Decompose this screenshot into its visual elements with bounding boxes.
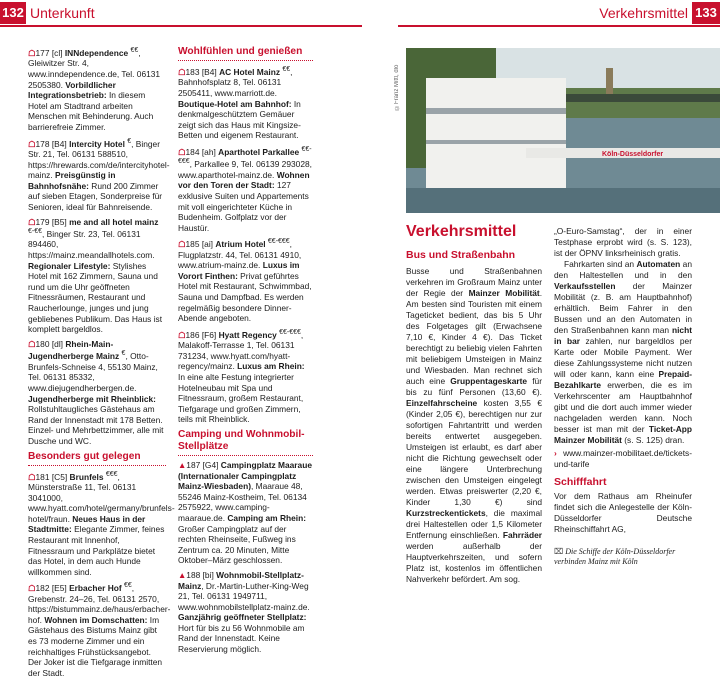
hotel-description: Privat geführtes Hotel mit Restaurant, Schwimmbad, Sauna und Dampfbad. Es werden regelmäßig besondere Dinner-Abende angeboten.	[178, 270, 312, 324]
entry-number: 184	[185, 146, 200, 157]
entry-number: 183	[185, 66, 200, 77]
camping-icon: ▲	[178, 459, 187, 470]
camping-highlight: Camping am Rhein:	[227, 512, 306, 523]
price-class: €-€€	[28, 228, 42, 236]
section-heading-camping: Camping und Wohnmobil-Stellplätze	[178, 429, 313, 456]
hotel-highlight: Luxus am Rhein:	[237, 361, 305, 372]
entry-number: 188	[186, 569, 201, 580]
link-text[interactable]: www.mainzer-mobilitaet.de/tickets-und-tarife	[554, 448, 692, 469]
hotel-name: Intercity Hotel	[69, 138, 125, 149]
hotel-entry-182	[28, 581, 171, 678]
hotel-name: me and all hotel mainz	[69, 216, 159, 227]
bus-paragraph	[406, 266, 542, 585]
map-code: [cl]	[51, 47, 63, 58]
map-code: [ai]	[201, 239, 214, 250]
entry-number: 179	[35, 216, 50, 227]
subsection-bus-tram: Bus und Straßenbahn	[406, 249, 516, 261]
text-run: Fahrkarten sind an	[564, 259, 637, 269]
hotel-entry-183	[178, 65, 313, 141]
text-run: Mainzer Mobilität	[468, 288, 540, 298]
hotel-highlight: Vorbildlicher Integrationsbetrieb:	[28, 79, 116, 101]
hotel-entry-186	[178, 328, 313, 425]
left-running-title: Unterkunft	[30, 5, 95, 21]
text-run: zahlen, nur bargeldlos per Karte oder Mobile Payment. Wer diese Zahlungssysteme nicht nutzen will oder kann, kann eine	[554, 336, 692, 379]
text-run: Kurzstreckentickets	[406, 508, 486, 518]
left-header-rule	[0, 25, 362, 27]
photo-credit: ©Franz Mittl, dlo	[394, 64, 400, 110]
hotel-address: , Gleiwitzer Str. 4, www.inndependence.de, Tel. 06131 2505380.	[28, 47, 161, 90]
hotel-entry-185	[178, 237, 313, 324]
hotel-entry-177	[28, 46, 166, 133]
text-run: werden außerhalb der Hauptverkehrszeiten, und sofern Platz ist, kostenlos im öffentlichen Nahverkehr befördert. Am sog.	[406, 541, 542, 584]
hotel-address: , Flugplatzstr. 44, Tel. 06131 4910, www.atrium-mainz.de.	[178, 239, 302, 271]
hotel-description: 127 exklusive Suiten und Appartements mit voll eingerichteter Küche in Budenheim. Golfplatz vor der Haustür.	[178, 180, 309, 233]
entry-number: 186	[185, 329, 200, 340]
camping-name: Wohnmobil-Stellplatz-Mainz	[178, 569, 304, 591]
text-run: erwerben, die es im Verkehrscenter am Hauptbahnhof gibt und die dort auch immer wieder nachgeladen werden kann. Noch besser ist man mit der	[554, 380, 692, 434]
hotel-address: , Malakoff-Terrasse 1, Tel. 06131 731234, www.hyatt.com/hyatt-regency/mainz.	[178, 329, 304, 372]
price-class: €	[127, 137, 132, 145]
camping-entry-187	[178, 460, 313, 566]
subsection-shipping: Schifffahrt	[554, 476, 607, 488]
hotel-entry-180	[28, 339, 166, 447]
tickets-link[interactable]	[554, 448, 692, 470]
camping-address: , Dr.-Martin-Luther-King-Weg 21, Tel. 06131 1949711, www.wohnmobilstellplatz-mainz.de.	[178, 580, 310, 612]
hotel-highlight: Jugendherberge mit Rheinblick:	[28, 393, 156, 404]
hotel-description: In diesem Hotel am Stadtrand arbeiten Menschen mit Behinderung. Auch barrierefreie Zimmer.	[28, 90, 154, 132]
camping-description: Großer Campingplatz auf der rechten Rheinseite, Fußweg ins Zentrum ca. 20 Minuten, Mitte Oktober–März geschlossen.	[178, 523, 296, 566]
hotel-description: Rund 200 Zimmer auf sieben Etagen, Sonderpreise für Senioren, ideal für Bahnreisende.	[28, 180, 163, 212]
left-page-number: 132	[0, 2, 26, 24]
bed-icon: ☖	[28, 216, 36, 227]
automaten-text	[554, 259, 692, 446]
hotel-name: Erbacher Hof	[69, 583, 122, 594]
text-run: an den Haltestellen und in den	[554, 259, 692, 280]
map-code: [B4]	[201, 66, 217, 77]
ship-photo	[406, 48, 720, 213]
text-run: für bis zu fünf Personen (13,60 €).	[406, 376, 542, 397]
hotel-name: AC Hotel Mainz	[219, 66, 281, 77]
rhine-ship-illustration	[406, 48, 720, 213]
map-code: [F6]	[201, 329, 217, 340]
hotel-entry-184	[178, 145, 313, 233]
price-class: €€-€€€	[267, 238, 290, 246]
price-class: €€-€€€	[178, 145, 312, 166]
hotel-description: In denkmalgeschütztem Gemäuer zeigt sich das Haus mit Kingsize-Betten und eigenem Restaurant.	[178, 98, 301, 141]
ship-banner: Köln-Düsseldorfer	[602, 151, 664, 158]
text-run: Fahrräder	[502, 530, 542, 540]
camping-address: , Maaraue 48, 55246 Mainz-Kostheim, Tel. 06134 2575922, www.camping-maaraue.de.	[178, 481, 307, 523]
hotel-highlight: Luxus im Vorort Finthen:	[178, 260, 300, 281]
bed-icon: ☖	[28, 338, 36, 349]
hotel-address: , Parkallee 9, Tel. 06139 293028, www.aparthotel-mainz.de.	[178, 159, 312, 180]
hotel-description: Stylishes Hotel mit 162 Zimmern, Sauna und rund um die Uhr geöffneten Fitnessräumen, Restaurant und Raucherlounge, junges und jung gebliebenes Publikum. Das Haus ist komplett bargeldlos.	[28, 260, 163, 335]
text-run: (s. S. 125) dran.	[621, 435, 685, 445]
hotel-address: , Binger Str. 21, Tel. 06131 588510, https://hrewards.com/de/intercityhotel-mainz.	[28, 138, 170, 181]
bed-icon: ☖	[28, 583, 36, 594]
map-code: [ah]	[201, 146, 216, 157]
photo-caption	[554, 547, 702, 567]
hotel-address: , Binger Str. 23, Tel. 06131 894460, https://mainz.meandallhotels.com.	[28, 228, 155, 261]
section-title-transport: Verkehrsmittel	[406, 223, 517, 240]
hotel-highlight: Wohnen im Domschatten:	[44, 614, 148, 625]
hotel-entry-178	[28, 137, 170, 213]
text-run: Busse und Straßenbahnen verkehren im Großraum Mainz unter der Regie der	[406, 266, 542, 298]
hotel-name: Aparthotel Parkallee	[218, 146, 300, 157]
map-code: [B5]	[51, 216, 67, 227]
price-class: €€	[123, 582, 132, 590]
entry-number: 182	[35, 583, 50, 594]
text-run: . Am besten sind Touristen mit einem Tageticket bedient, das bis 5 Uhr des Folgetages gilt (Erwachsene 7,10 €, Kinder 4 €). Das Ticket berechtigt zu beliebig vielen Fahrten mit beliebigem Umsteigen in Mainz und Wiesbaden. Man rechnet sich auch eine	[406, 288, 543, 386]
camping-icon: ▲	[178, 569, 187, 580]
entry-number: 185	[185, 239, 200, 250]
map-code: [E5]	[51, 583, 67, 594]
camping-name: Campingplatz Maaraue (Internationaler Campingplatz Mainz-Wiesbaden)	[178, 459, 312, 492]
section-heading-wellness: Wohlfühlen und genießen	[178, 46, 313, 61]
hotel-name: Rhein-Main-Jugendherberge Mainz	[28, 338, 120, 362]
map-code: [G4]	[202, 459, 219, 470]
hotel-address: , Otto-Brunfels-Schneise 4, 55130 Mainz, Tel. 06131 85332, www.diejugendherbergen.de.	[28, 351, 158, 393]
bed-icon: ☖	[178, 66, 186, 77]
hotel-description: Rollstuhltaugliches Gästehaus am Rand der Innenstadt mit 178 Betten. Einzel- und Mehrbettzimmer, alle mit Dusche und WC.	[28, 404, 164, 446]
price-class: €	[121, 350, 126, 358]
hotel-name: Atrium Hotel	[215, 239, 266, 250]
right-page-number: 133	[692, 2, 720, 24]
text-run: nicht in bar	[554, 325, 692, 346]
entry-number: 177	[35, 47, 50, 58]
section-heading-central: Besonders gut gelegen	[28, 451, 166, 466]
bed-icon: ☖	[178, 329, 186, 340]
map-code: [C5]	[51, 471, 68, 482]
accommodation-column-2	[178, 46, 313, 659]
bed-icon: ☖	[28, 138, 36, 149]
text-run: Einzelfahrscheine	[406, 398, 478, 408]
map-code: [bi]	[202, 569, 214, 580]
bed-icon: ☖	[28, 47, 36, 58]
text-run: der Mainzer Mobilität (z. B. am Hauptbahnhof) erhältlich. Beim Fahrer in den Bussen und an den Automaten in den Straßenbahnen kann man	[554, 281, 692, 335]
hotel-highlight: Preisgünstig in Bahnhofsnähe:	[28, 170, 116, 191]
text-run: Gruppentageskarte	[450, 376, 528, 386]
shipping-paragraph: Vor dem Rathaus am Rheinufer findet sich die Anlegestelle der Köln-Düsseldorfer Deutsche Rheinschiffahrt AG,	[554, 491, 692, 534]
caption-text: Die Schiffe der Köln-Düsseldorfer verbinden Mainz mit Köln	[554, 547, 676, 566]
entry-number: 181	[35, 471, 50, 482]
hotel-name: Hyatt Regency	[218, 329, 277, 340]
price-class: €€-€€€	[279, 328, 301, 336]
price-class: €€€	[105, 470, 118, 478]
entry-number: 187	[186, 459, 201, 470]
tickets-paragraph	[554, 226, 692, 535]
map-code: [dl]	[51, 338, 64, 349]
hotel-entry-181	[28, 470, 175, 578]
hotel-highlight: Boutique-Hotel am Bahnhof:	[178, 98, 292, 109]
hotel-address: , Bahnhofsplatz 8, Tel. 06131 2505411, www.marriott.de.	[178, 66, 293, 98]
text-run: Prepaid-Bezahlkarte	[554, 369, 692, 390]
hotel-name: Brunfels	[69, 471, 104, 482]
camping-description: Hort für bis zu 56 Wohnmobile am Rand der Innenstadt. Keine Reservierung möglich.	[178, 622, 305, 655]
right-header-rule	[398, 25, 720, 27]
entry-number: 180	[35, 338, 50, 349]
entry-number: 178	[35, 138, 50, 149]
camping-entry-188	[178, 570, 313, 655]
camera-icon: ⌧	[554, 547, 564, 556]
text-run: , die maximal drei Haltestellen oder 1,5 Kilometer Entfernung einschließen.	[406, 508, 542, 540]
hotel-address: , Grebenstr. 24–26, Tel. 06131 2570, https://bistummainz.de/haus/erbacher-hof.	[28, 583, 171, 625]
hotel-highlight: Neues Haus in der Stadtmitte:	[28, 513, 146, 535]
right-running-title: Verkehrsmittel	[599, 5, 688, 21]
price-class: €€	[130, 47, 139, 54]
text-run: kosten 3,55 € (Kinder 2,05 €), berechtigen nur zur sofortigen Fahrtantritt und werden bereits entwertet ausgegeben. Umsteigen ist erlaubt, es darf aber nicht die Richtung gewechselt oder eine längere Unterbrechung zwischen den Umsteigen eingelegt werden. Etwas preiswerter (2,20 €, Kinder 1,30 €) sind	[406, 398, 542, 507]
camping-highlight: Ganzjährig geöffneter Stellplatz:	[178, 612, 307, 623]
price-class: €€	[282, 66, 291, 73]
text-run: Verkaufsstellen	[554, 281, 616, 291]
hotel-name: INNdependence	[64, 47, 129, 58]
bed-icon: ☖	[28, 471, 36, 482]
euro-saturday-text: „O-Euro-Samstag“, der in einer Testphase erprobt wird (s. S. 123), ist der ÖPNV linksrheinisch gratis.	[554, 226, 692, 258]
accommodation-column-1	[28, 46, 175, 682]
text-run: Automaten	[636, 259, 681, 269]
hotel-description: In eine alte Festung integrierter Hotelneubau mit Spa und Fitnessraum, großem Restaurant, Tiefgarage und großen Zimmern, teils mit Rheinblick.	[178, 372, 304, 425]
hotel-description: Elegante Zimmer, feines Restaurant mit Innenhof, Fitnessraum und Parkplätze bietet das Hotel, in dem auch Hunde willkommen sind.	[28, 524, 165, 577]
bed-icon: ☖	[178, 239, 186, 250]
bed-icon: ☖	[178, 146, 186, 157]
hotel-highlight: Regionaler Lifestyle:	[28, 260, 111, 271]
map-code: [B4]	[51, 138, 67, 149]
hotel-description: Im Gästehaus des Bistums Mainz gibt es 73 moderne Zimmer und ein reichhaltiges Frühstücksangebot. Der Joker ist die Tiefgarage inmitten der Stadt.	[28, 614, 163, 678]
hotel-highlight: Wohnen vor den Toren der Stadt:	[178, 169, 310, 191]
text-run: Ticket-App Mainzer Mobilität	[554, 424, 692, 445]
hotel-entry-179	[28, 217, 166, 335]
arrow-icon: ›	[554, 448, 557, 458]
hotel-address: , Münsterstraße 11, Tel. 06131 3041000, www.hyatt.com/hotel/germany/brunfels-hotel/fraun.	[28, 471, 175, 524]
